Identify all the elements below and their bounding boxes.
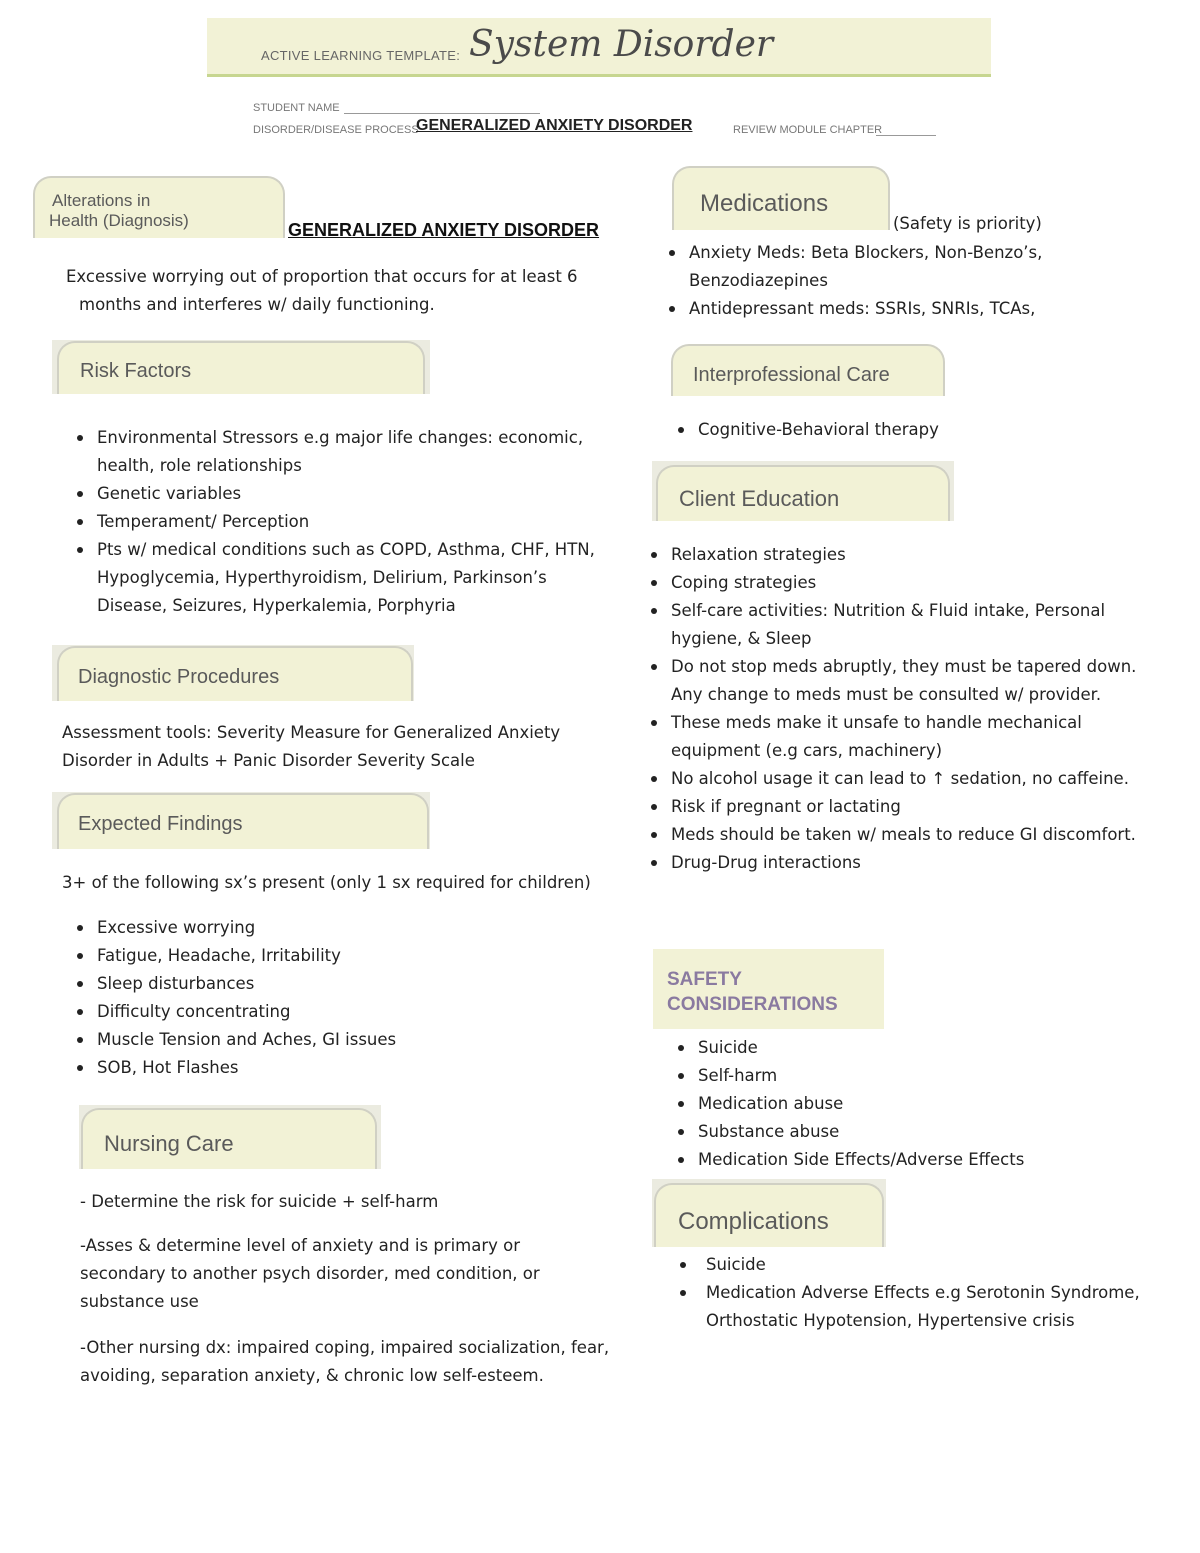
list-item: Temperament/ Perception	[77, 508, 617, 536]
list-item: Medication abuse	[678, 1090, 1158, 1118]
template-banner	[207, 18, 991, 77]
list-item: Relaxation strategies	[651, 541, 1166, 569]
safety-list	[678, 1034, 1158, 1174]
list-item: Substance abuse	[678, 1118, 1158, 1146]
medications-heading: Medications	[700, 190, 829, 217]
nursing-p2: -Asses & determine level of anxiety and is primary or secondary to another psych disorder, med condition, or substance use	[80, 1236, 540, 1311]
list-item: Risk if pregnant or lactating	[651, 793, 1166, 821]
nursing-heading: Nursing Care	[104, 1131, 234, 1156]
expected-list	[77, 914, 617, 1082]
list-item: Coping strategies	[651, 569, 1166, 597]
list-item: Medication Adverse Effects e.g Serotonin Syndrome, Orthostatic Hypotension, Hypertensive crisis	[680, 1279, 1150, 1335]
risk-factors-list	[77, 424, 617, 620]
list-item: Self-care activities: Nutrition & Fluid intake, Personal hygiene, & Sleep	[651, 597, 1166, 653]
list-item: These meds make it unsafe to handle mechanical equipment (e.g cars, machinery)	[651, 709, 1166, 765]
disorder-value: GENERALIZED ANXIETY DISORDER	[416, 117, 693, 134]
safety-heading-line1: SAFETY	[667, 969, 742, 990]
diagnostic-text: Assessment tools: Severity Measure for Generalized Anxiety Disorder in Adults + Panic Disorder Severity Scale	[62, 723, 561, 770]
list-item: Sleep disturbances	[77, 970, 617, 998]
interprofessional-list	[678, 416, 1098, 444]
student-name-label: STUDENT NAME	[253, 102, 340, 114]
expected-intro: 3+ of the following sx’s present (only 1 sx required for children)	[62, 873, 591, 892]
list-item: No alcohol usage it can lead to ↑ sedation, no caffeine.	[651, 765, 1166, 793]
alterations-heading-line1: Alterations in	[52, 191, 151, 210]
list-item: Meds should be taken w/ meals to reduce GI discomfort.	[651, 821, 1166, 849]
list-item: Medication Side Effects/Adverse Effects	[678, 1146, 1158, 1174]
list-item: Difficulty concentrating	[77, 998, 617, 1026]
list-item: Do not stop meds abruptly, they must be tapered down. Any change to meds must be consulted w/ provider.	[651, 653, 1166, 709]
medications-note: (Safety is priority)	[893, 214, 1042, 233]
list-item: Muscle Tension and Aches, GI issues	[77, 1026, 617, 1054]
list-item: Self-harm	[678, 1062, 1158, 1090]
expected-heading: Expected Findings	[78, 813, 243, 835]
list-item: SOB, Hot Flashes	[77, 1054, 617, 1082]
review-label: REVIEW MODULE CHAPTER	[733, 124, 883, 136]
review-chapter-field[interactable]	[876, 117, 936, 136]
complications-list	[680, 1251, 1150, 1335]
education-heading: Client Education	[679, 486, 840, 511]
interprofessional-heading: Interprofessional Care	[693, 364, 890, 386]
alterations-title: GENERALIZED ANXIETY DISORDER	[288, 220, 600, 240]
safety-heading-line2: CONSIDERATIONS	[667, 994, 838, 1015]
nursing-p3: -Other nursing dx: impaired coping, impaired socialization, fear, avoiding, separation anxiety, & chronic low self-esteem.	[80, 1338, 610, 1385]
disorder-label: DISORDER/DISEASE PROCESS	[253, 124, 419, 136]
list-item: Cognitive-Behavioral therapy	[678, 416, 1098, 444]
list-item: Pts w/ medical conditions such as COPD, Asthma, CHF, HTN, Hypoglycemia, Hyperthyroidism, Delirium, Parkinson’s Disease, Seizures, Hyperkalemia, Porphyria	[77, 536, 617, 620]
nursing-p1: - Determine the risk for suicide + self-harm	[80, 1192, 439, 1211]
list-item: Anxiety Meds: Beta Blockers, Non-Benzo’s, Benzodiazepines	[669, 239, 1089, 295]
list-item: Excessive worrying	[77, 914, 617, 942]
student-name-field[interactable]	[344, 95, 540, 114]
alterations-heading-line2: Health (Diagnosis)	[49, 211, 189, 230]
diagnostic-heading: Diagnostic Procedures	[78, 666, 280, 688]
alterations-text: Excessive worrying out of proportion that occurs for at least 6 months and interferes w/ daily functioning.	[66, 267, 578, 314]
list-item: Suicide	[678, 1034, 1158, 1062]
list-item: Fatigue, Headache, Irritability	[77, 942, 617, 970]
risk-factors-heading: Risk Factors	[80, 360, 192, 382]
template-label: ACTIVE LEARNING TEMPLATE:	[261, 48, 461, 63]
list-item: Drug-Drug interactions	[651, 849, 1166, 877]
list-item: Genetic variables	[77, 480, 617, 508]
medications-list	[669, 239, 1089, 323]
list-item: Environmental Stressors e.g major life changes: economic, health, role relationships	[77, 424, 617, 480]
list-item: Antidepressant meds: SSRIs, SNRIs, TCAs,	[669, 295, 1089, 323]
list-item: Suicide	[680, 1251, 1150, 1279]
education-list	[651, 541, 1166, 877]
template-title: System Disorder	[469, 24, 774, 65]
complications-heading: Complications	[678, 1208, 829, 1235]
